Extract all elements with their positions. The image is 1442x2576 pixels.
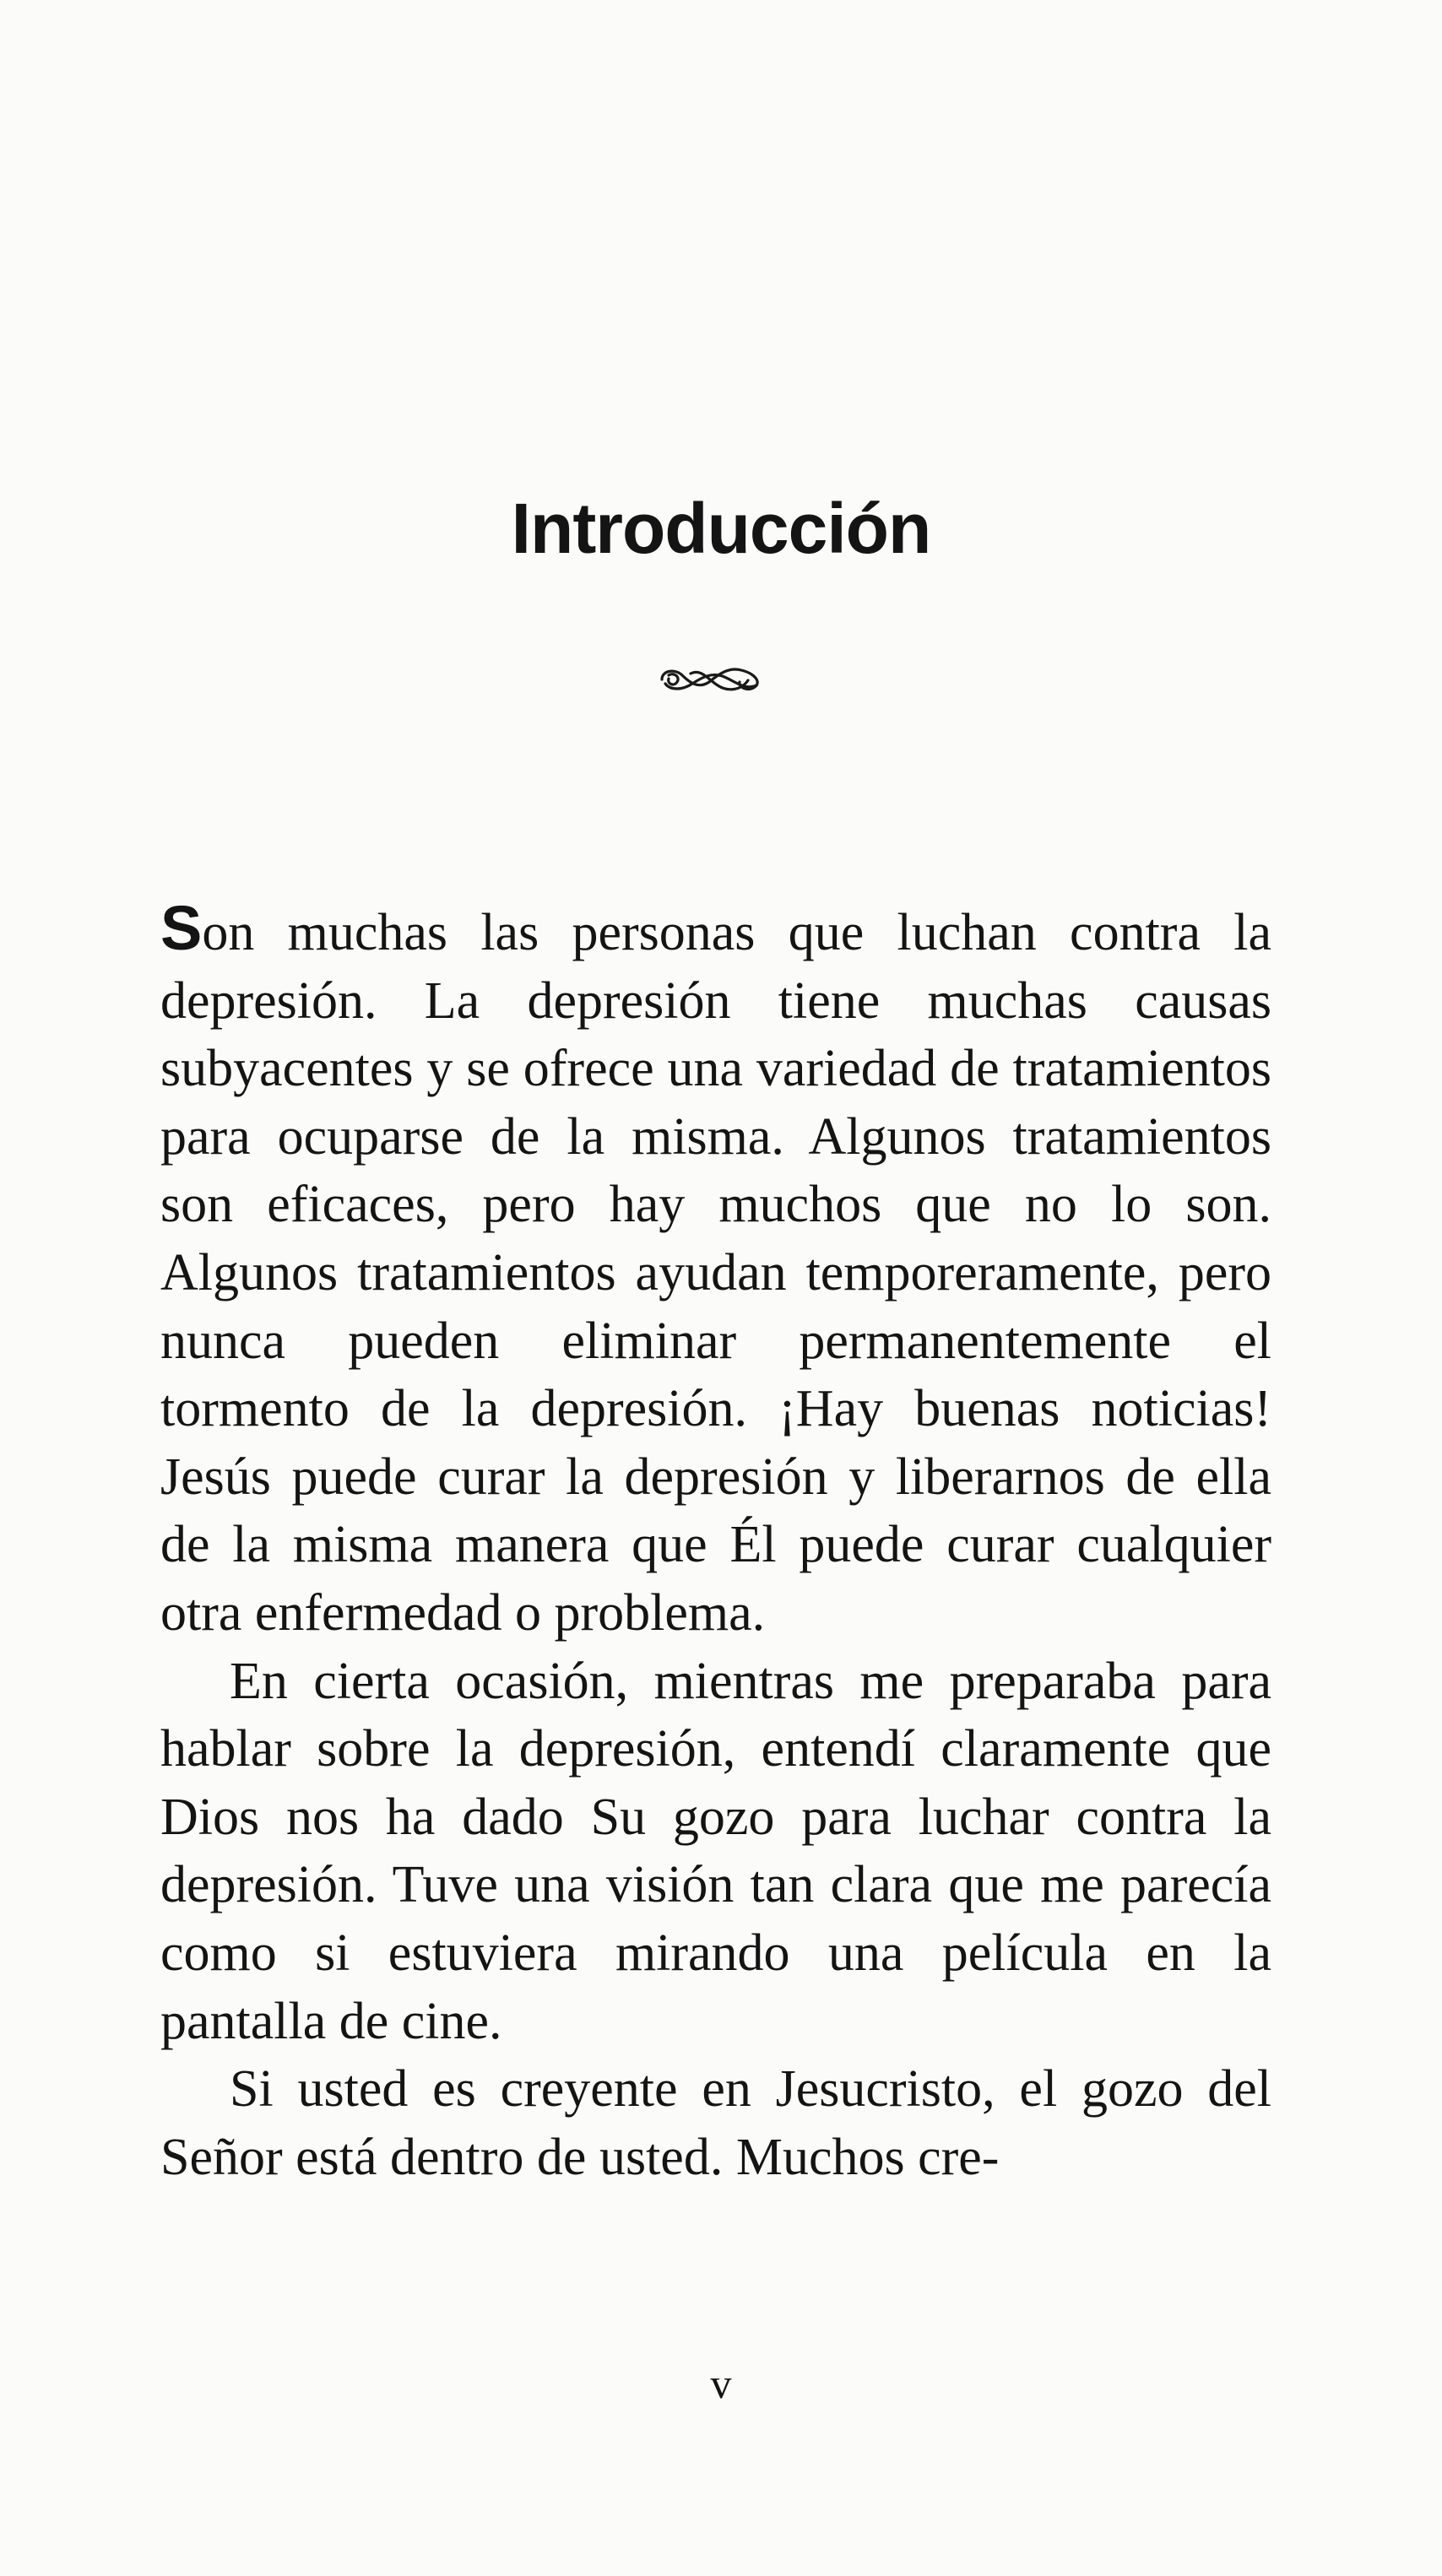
flourish-ornament-icon (657, 660, 767, 699)
body-text (160, 895, 1271, 2191)
drop-cap: S (160, 893, 203, 963)
chapter-title: Introducción (511, 489, 931, 568)
paragraph: Si usted es creyente en Jesucristo, el gozo del Señor está dentro de usted. Muchos cre- (160, 2060, 1271, 2186)
paragraph (160, 895, 1271, 1648)
paragraph-text: on muchas las personas que luchan contra la depresión. La depresión tiene muchas causas subyacentes y se ofrece una variedad de tratamientos para ocuparse de la misma. Algunos tratamientos son eficaces, pero hay muchos que no lo son. Algunos tratamientos ayudan temporeramente, pero nunca pueden eliminar permanentemente el tormento de la depresión. ¡Hay buenas noticias! Jesús puede curar la depresión y liberarnos de ella de la misma manera que Él puede curar cualquier otra enfermedad o problema. (160, 904, 1271, 1642)
paragraph: En cierta ocasión, mientras me preparaba para hablar sobre la depresión, entendí claramente que Dios nos ha dado Su gozo para luchar contra la depresión. Tuve una visión tan clara que me parecía como si estuviera mirando una película en la pantalla de cine. (160, 1652, 1271, 2050)
page-number: v (710, 2360, 732, 2407)
